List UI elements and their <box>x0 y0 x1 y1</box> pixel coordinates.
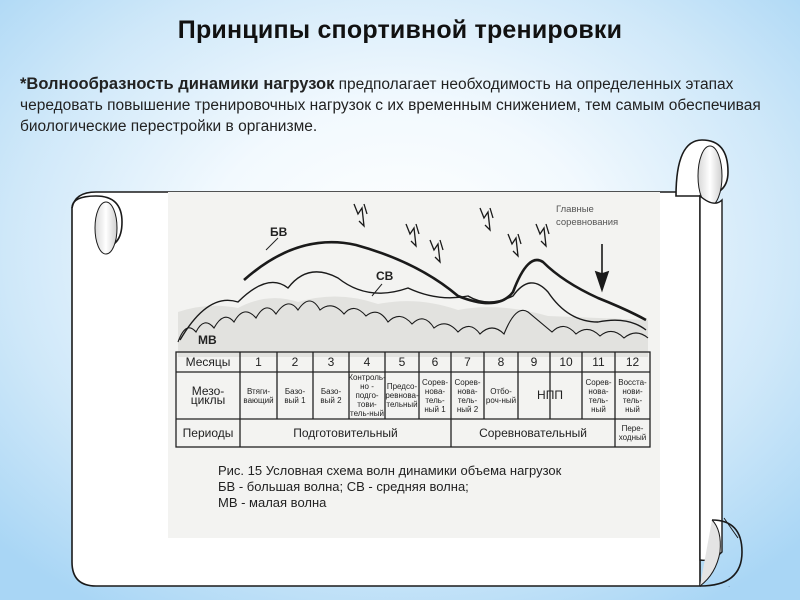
mesocycle-cell: НПП <box>537 388 563 402</box>
big-wave-label: БВ <box>270 225 288 239</box>
main-competition-label: Главные соревнования <box>556 204 619 228</box>
mesocycle-cell: Восста-нови-тель-ный <box>618 377 647 414</box>
caption-line: Рис. 15 Условная схема волн динамики объема нагрузок <box>218 463 562 478</box>
mesocycle-cell: Сорев-нова-тель-ный 1 <box>421 377 449 414</box>
month-cell: 7 <box>464 354 471 369</box>
month-cell: 11 <box>592 354 605 369</box>
month-cell: 4 <box>363 354 371 369</box>
medium-wave-label: СВ <box>376 269 394 283</box>
month-cell: 3 <box>327 354 335 369</box>
mesocycle-cell: Контроль-но - подго-тови-тель-ный <box>348 373 386 418</box>
mesocycle-cell: Предсо-ревнова-тельный <box>385 382 419 409</box>
month-cell: 1 <box>255 354 262 369</box>
mesocycle-cell: Базо-вый 1 <box>284 386 306 405</box>
caption-line: МВ - малая волна <box>218 495 327 510</box>
month-cell: 5 <box>398 354 406 369</box>
mesocycles-header: Мезо-циклы <box>190 383 226 407</box>
period-cell: Подготовительный <box>293 425 398 440</box>
intro-text: предполагает необходимость на определенных этапах чередовать повышение тренировочных нагрузок с их временным снижением, тем самым обеспечивая биологические перестройки в организме. <box>20 76 761 135</box>
months-header: Месяцы <box>185 354 231 369</box>
caption-line: БВ - большая волна; СВ - средняя волна; <box>218 479 469 494</box>
month-cell: 8 <box>497 354 505 369</box>
month-cell: 2 <box>291 354 299 369</box>
month-cell: 9 <box>530 354 538 369</box>
month-cell: 10 <box>559 354 573 369</box>
mesocycle-cell: Сорев-нова-тель-ный <box>585 377 612 414</box>
figure-caption <box>218 463 638 511</box>
month-cell: 6 <box>431 354 439 369</box>
mesocycle-cell: Сорев-нова-тель-ный 2 <box>454 377 481 414</box>
period-cell: Пере-ходный <box>618 424 647 442</box>
mesocycle-cell: Базо-вый 2 <box>320 386 342 405</box>
month-cell: 12 <box>625 354 640 369</box>
mesocycle-cell: Втяги-вающий <box>243 386 274 405</box>
period-cell: Соревновательный <box>479 425 587 440</box>
slide-title: Принципы спортивной тренировки <box>177 16 623 44</box>
decorative-dot: . <box>728 580 731 589</box>
small-wave-label: МВ <box>198 333 217 347</box>
periods-header: Периоды <box>182 425 234 440</box>
mesocycle-cell: Отбо-роч-ный <box>485 386 517 405</box>
intro-term: *Волнообразность динамики нагрузок <box>20 75 335 93</box>
main-competition-arrow <box>596 244 608 290</box>
